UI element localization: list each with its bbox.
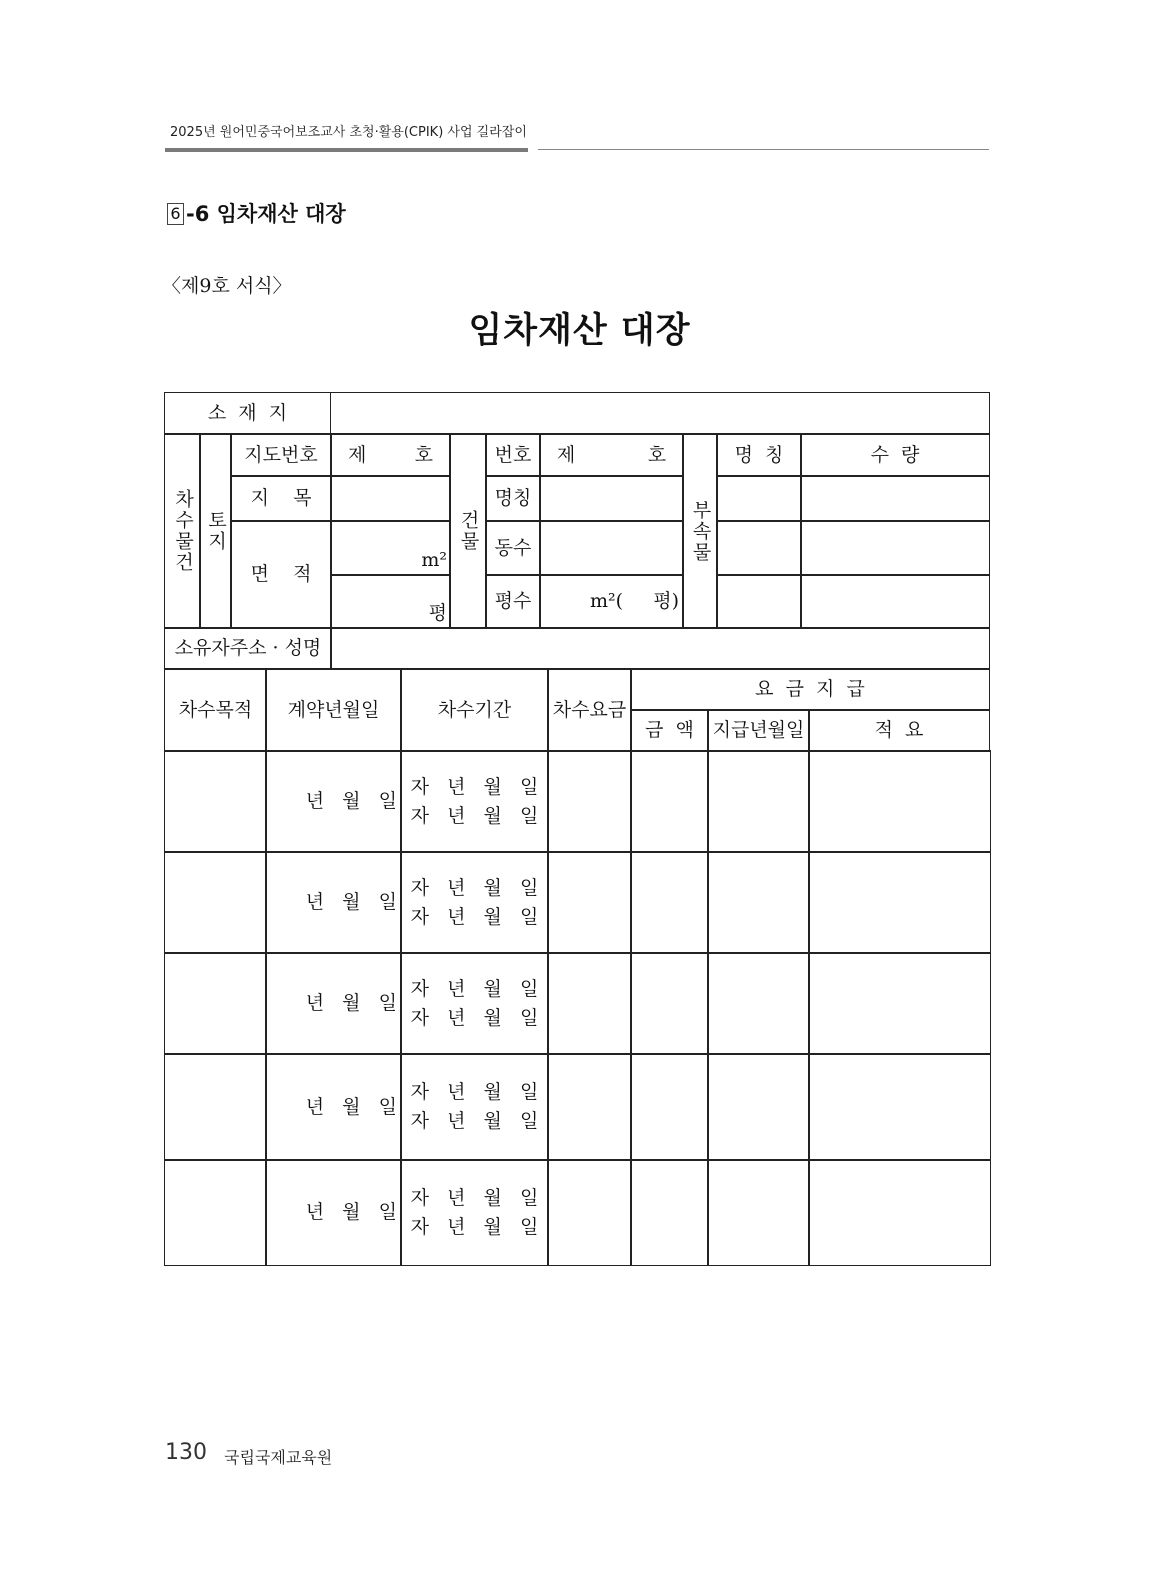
building-number-label: 번호 [485, 433, 541, 477]
table-row-1-cell [547, 750, 632, 853]
owner-label: 소유자주소 · 성명 [164, 627, 332, 670]
land-category-value [330, 475, 451, 522]
location-label: 소 재 지 [164, 392, 331, 435]
page-number: 130 [165, 1440, 207, 1465]
table-row-1-cell: 자 년 월 일 자 년 월 일 [400, 750, 549, 853]
land-label: 토지 [199, 433, 232, 629]
table-row-3-cell [707, 952, 810, 1055]
section-heading [167, 198, 346, 228]
building-pyeong-label: 평수 [485, 574, 541, 629]
building-name-value [539, 475, 684, 522]
annex-name-value [716, 475, 802, 522]
column-purpose: 차수목적 [164, 668, 267, 752]
table-row-3-cell [808, 952, 991, 1055]
table-row-4-cell [164, 1053, 267, 1161]
table-row-2-cell [630, 851, 709, 954]
annex-quantity-value [800, 574, 990, 629]
annex-quantity-value [800, 475, 990, 522]
column-amount: 금 액 [630, 709, 709, 752]
column-payment-date: 지급년월일 [707, 709, 810, 752]
table-row-5-cell [630, 1159, 709, 1266]
annex-name-value [716, 574, 802, 629]
header-rule-thick [165, 148, 528, 152]
location-value [330, 392, 990, 435]
table-row-1-cell [707, 750, 810, 853]
table-row-2-cell: 자 년 월 일 자 년 월 일 [400, 851, 549, 954]
table-row-3-cell [164, 952, 267, 1055]
table-row-4-cell: 자 년 월 일 자 년 월 일 [400, 1053, 549, 1161]
table-row-5-cell [808, 1159, 991, 1266]
land-area-m2: m² [330, 520, 451, 576]
table-row-2-cell [707, 851, 810, 954]
table-row-4-cell: 년 월 일 [265, 1053, 402, 1161]
map-number-label: 지도번호 [230, 433, 332, 477]
section-number-box: 6 [167, 203, 184, 225]
building-pyeong-value: m²( 평) [539, 574, 684, 629]
column-remarks: 적 요 [808, 709, 990, 752]
table-row-2-cell [808, 851, 991, 954]
building-name-label: 명칭 [485, 475, 541, 522]
table-row-3-cell: 자 년 월 일 자 년 월 일 [400, 952, 549, 1055]
column-contract-date: 계약년월일 [265, 668, 402, 752]
annex-name-label: 명 칭 [716, 433, 802, 477]
table-row-4-cell [547, 1053, 632, 1161]
building-label: 건물 [449, 433, 487, 629]
annex-name-value [716, 520, 802, 576]
header-rule-thin [538, 149, 989, 150]
table-row-5-cell: 년 월 일 [265, 1159, 402, 1266]
building-count-value [539, 520, 684, 576]
table-row-1-cell [164, 750, 267, 853]
annex-quantity-value [800, 520, 990, 576]
table-row-3-cell [630, 952, 709, 1055]
table-row-4-cell [707, 1053, 810, 1161]
table-row-4-cell [630, 1053, 709, 1161]
table-row-5-cell [164, 1159, 267, 1266]
table-row-1-cell [808, 750, 991, 853]
form-number-label: 〈제9호 서식〉 [162, 275, 292, 297]
owner-value [330, 627, 990, 670]
table-row-2-cell [547, 851, 632, 954]
document-title: 임차재산 대장 [468, 311, 691, 351]
building-count-label: 동수 [485, 520, 541, 576]
land-category-label: 지 목 [230, 475, 332, 522]
annex-quantity-label: 수 량 [800, 433, 990, 477]
land-area-label: 면 적 [230, 520, 332, 629]
annex-label: 부속물 [682, 433, 718, 629]
land-area-pyeong: 평 [330, 574, 451, 629]
table-row-2-cell [164, 851, 267, 954]
table-row-5-cell [707, 1159, 810, 1266]
table-row-1-cell: 년 월 일 [265, 750, 402, 853]
running-header: 2025년 원어민중국어보조교사 초청·활용(CPIK) 사업 길라잡이 [170, 125, 527, 140]
building-number-value: 제 호 [539, 433, 684, 477]
column-lease-period: 차수기간 [400, 668, 549, 752]
table-row-5-cell [547, 1159, 632, 1266]
table-row-3-cell [547, 952, 632, 1055]
table-row-5-cell: 자 년 월 일 자 년 월 일 [400, 1159, 549, 1266]
table-row-2-cell: 년 월 일 [265, 851, 402, 954]
table-row-4-cell [808, 1053, 991, 1161]
column-payment: 요 금 지 급 [630, 668, 990, 711]
table-row-1-cell [630, 750, 709, 853]
column-lease-fee: 차수요금 [547, 668, 632, 752]
map-number-value: 제 호 [330, 433, 451, 477]
section-title: -6 임차재산 대장 [186, 202, 346, 226]
footer-organization: 국립국제교육원 [224, 1448, 333, 1467]
leased-item-label: 차수물건 [164, 433, 201, 629]
table-row-3-cell: 년 월 일 [265, 952, 402, 1055]
